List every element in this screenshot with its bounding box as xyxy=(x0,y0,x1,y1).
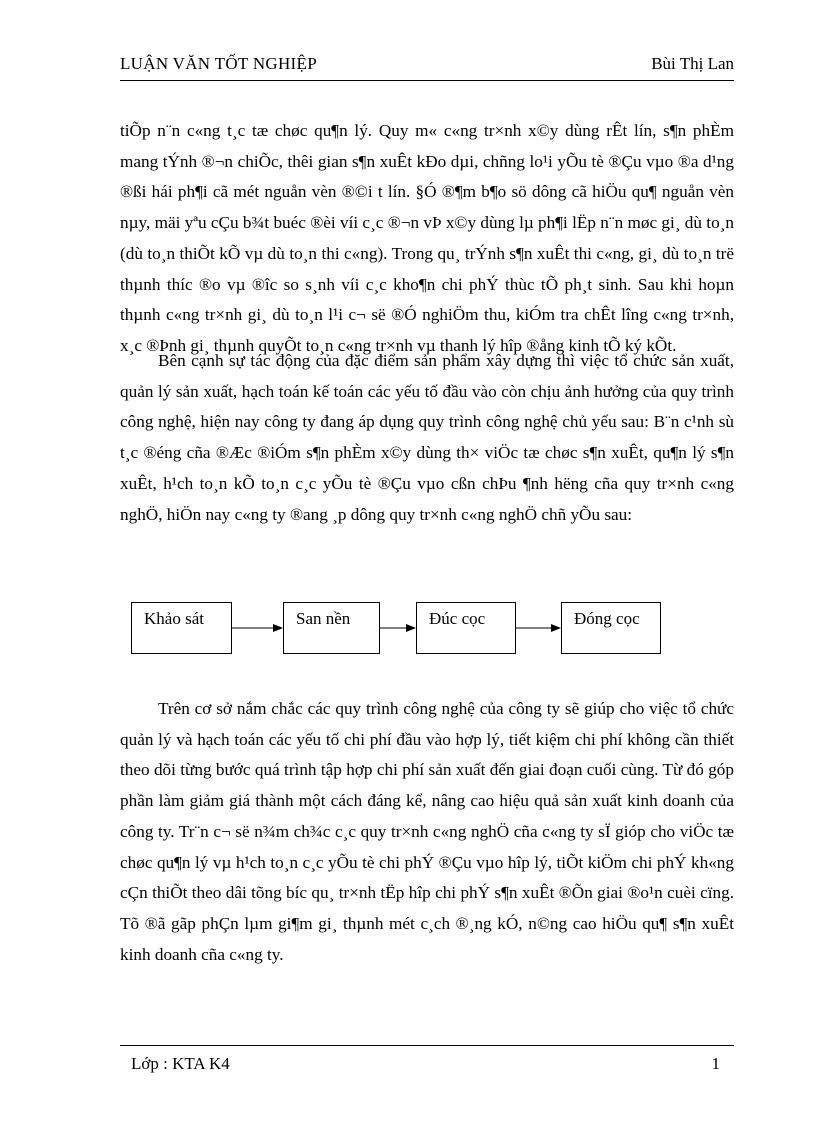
document-title: LUẬN VĂN TỐT NGHIỆP xyxy=(120,54,317,73)
footer-divider xyxy=(120,1045,734,1046)
class-label: Lớp : KTA K4 xyxy=(131,1054,230,1073)
paragraph-3: Trên cơ sở nắm chắc các quy trình công nghệ của công ty sẽ giúp cho việc tổ chức quản lý và hạch toán các yếu tố chi phí đầu vào hợp lý, tiết kiệm chi phí không cần thiết theo dõi từng bước quá trình tập hợp chi phí sản xuất đến giai đoạn cuối cùng. Từ đó góp phần làm giảm giá thành một cách đáng kể, nâng cao hiệu quả sản xuất kinh doanh của công ty. Tr¨n c¬ së n¾m ch¾c c¸c quy tr×nh c«ng nghÖ cña c«ng ty sÏ gióp cho viÖc tæ chøc qu¶n lý vµ h¹ch to¸n c¸c yÕu tè chi phÝ ®Çu vµo hîp lý, tiÕt kiÖm chi phÝ kh«ng cÇn thiÕt theo dâi tõng bíc qu¸ tr×nh tËp hîp chi phÝ s¶n xuÊt ®Õn giai ®o¹n cuèi cïng. Tõ ®ã gãp phÇn lµm gi¶m gi¸ thµnh mét c¸ch ®¸ng kÓ, n©ng cao hiÖu qu¶ s¶n xuÊt kinh doanh cña c«ng ty. xyxy=(120,699,734,964)
flow-step-leveling: San nền xyxy=(283,602,380,654)
flow-step-driving-piles: Đóng cọc xyxy=(561,602,661,654)
flow-step-casting-piles: Đúc cọc xyxy=(416,602,516,654)
page-number: 1 xyxy=(711,1054,720,1073)
paragraph-2: Bên cạnh sự tác động của đặc điểm sản phẩm xây dựng thì việc tổ chức sản xuất, quản lý sản xuất, hạch toán kế toán các yếu tố đầu vào còn chịu ảnh hưởng của quy trình công nghệ, hiện nay công ty đang áp dụng quy trình công nghệ chủ yếu sau: B¨n c¹nh sù t¸c ®éng cña ®Æc ®iÓm s¶n phÈm x©y dùng th× viÖc tæ chøc s¶n xuÊt, qu¶n lý s¶n xuÊt, h¹ch to¸n kÕ to¸n c¸c yÕu tè ®Çu vµo cßn chÞu ¶nh hëng cña quy tr×nh c«ng nghÖ, hiÖn nay c«ng ty ®ang ¸p dông quy tr×nh c«ng nghÖ chñ yÕu sau: xyxy=(120,351,734,524)
paragraph-1: tiÕp n¨n c«ng t¸c tæ chøc qu¶n lý. Quy m« c«ng tr×nh x©y dùng rÊt lín, s¶n phÈm mang tÝnh ®¬n chiÕc, thêi gian s¶n xuÊt kÐo dµi, chñng lo¹i yÕu tè ®Çu vµo ®a d¹ng ®ßi hái ph¶i cã mét nguån vèn ®©i t lín. §Ó ®¶m b¶o sö dông cã hiÖu qu¶ nguån vèn nµy, mäi yªu cÇu b¾t buéc ®èi víi c¸c ®¬n vÞ x©y dùng lµ ph¶i lËp n¨n møc gi¸ dù to¸n (dù to¸n thiÕt kÕ vµ dù to¸n thi c«ng). Trong qu¸ trÝnh s¶n xuÊt thi c«ng, gi¸ dù to¸n trë thµnh thíc ®o vµ ®îc so s¸nh víi c¸c kho¶n chi phÝ thùc tÕ ph¸t sinh. Sau khi hoµn thµnh c«ng tr×nh gi¸ dù to¸n l¹i c¬ së ®Ó nghiÖm thu, kiÓm tra chÊt lîng c«ng tr×nh, x¸c ®Þnh gi¸ thµnh quyÕt to¸n c«ng tr×nh vµ thanh lý hîp ®ång kinh tÕ ký kÕt. xyxy=(120,121,734,355)
header-divider xyxy=(120,80,734,81)
flow-step-survey: Khảo sát xyxy=(131,602,232,654)
page-header xyxy=(120,50,734,80)
author-name: Bùi Thị Lan xyxy=(651,54,734,73)
